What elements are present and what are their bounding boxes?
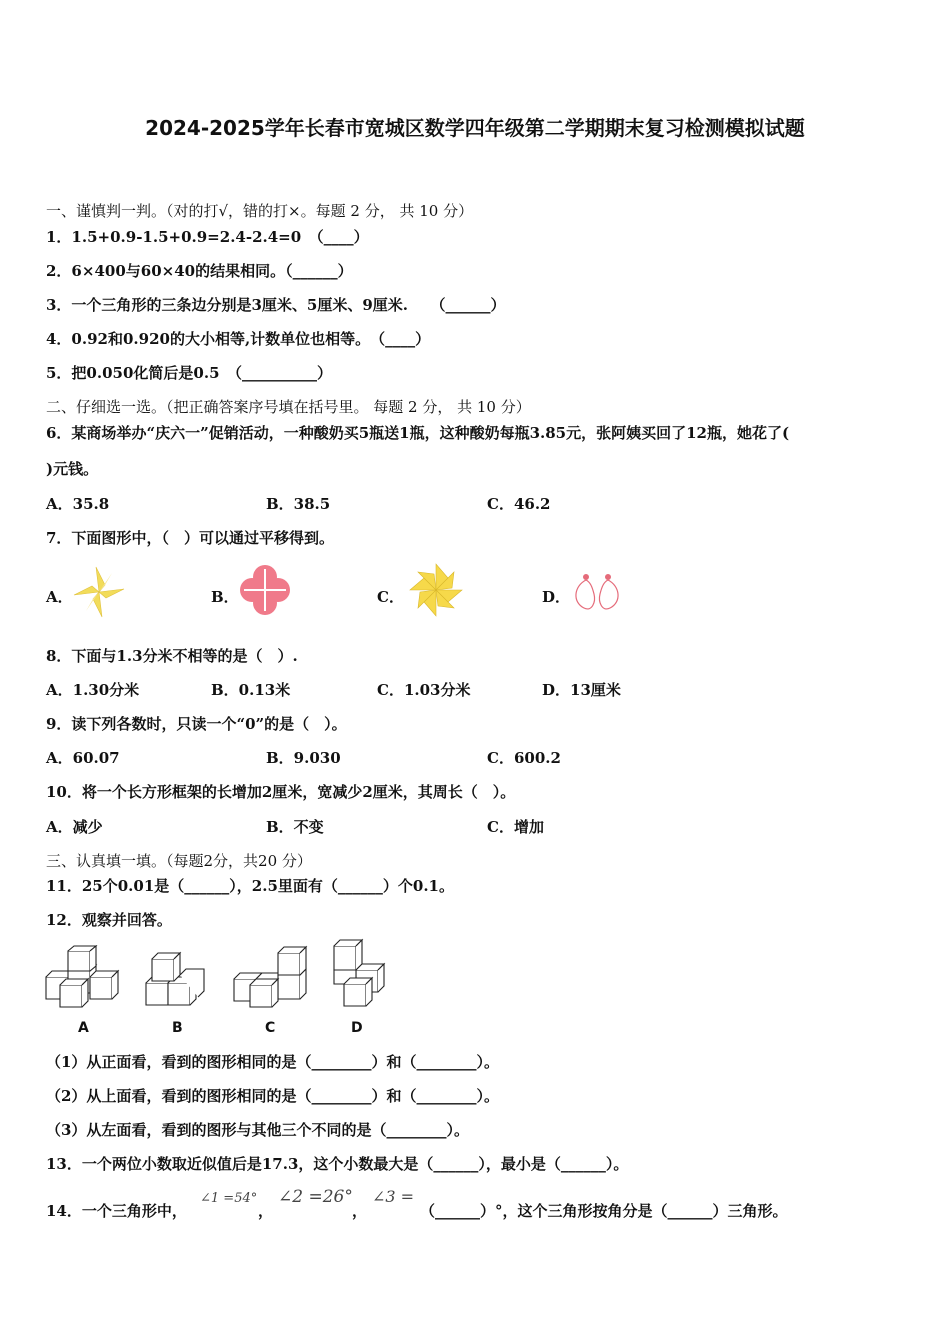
question-5: 5．把0.050化简后是0.5 （__________）	[46, 364, 333, 382]
question-13: 13．一个两位小数取近似值后是17.3，这个小数最大是（______），最小是（______）。	[46, 1155, 629, 1173]
cube-label-b: B	[172, 1020, 183, 1036]
question-12: 12．观察并回答。	[46, 911, 172, 929]
cube-figure-c	[232, 945, 314, 1011]
sun-pinwheel-icon	[408, 562, 464, 618]
question-1: 1．1.5+0.9-1.5+0.9=2.4-2.4=0 （____）	[46, 228, 369, 246]
question-6-line2: )元钱。	[46, 460, 99, 478]
cube-label-d: D	[351, 1020, 363, 1036]
cube-figure-a	[44, 945, 124, 1011]
page-title: 2024-2025学年长春市宽城区数学四年级第二学期期末复习检测模拟试题	[145, 116, 805, 140]
question-12-sub1: （1）从正面看，看到的图形相同的是（________）和（________）。	[46, 1053, 499, 1071]
q8-option-a: A．1.30分米	[46, 681, 140, 699]
q6-option-c: C．46.2	[487, 495, 551, 513]
cube-label-c: C	[265, 1020, 276, 1036]
question-8: 8．下面与1.3分米不相等的是（ ）.	[46, 647, 298, 665]
q7-option-c: C．	[377, 588, 404, 606]
q7-option-d: D．	[542, 588, 571, 606]
angle-3-expression: ∠3 =	[372, 1187, 415, 1206]
cube-label-a: A	[78, 1020, 89, 1036]
q9-option-b: B．9.030	[266, 749, 341, 767]
question-9: 9．读下列各数时，只读一个“0”的是（ ）。	[46, 715, 347, 733]
question-4: 4．0.92和0.920的大小相等,计数单位也相等。 （____）	[46, 330, 431, 348]
angle-2-expression: ∠2 =26°	[278, 1187, 353, 1207]
section2-header: 二、仔细选一选。（把正确答案序号填在括号里。 每题 2 分， 共 10 分）	[46, 398, 531, 416]
section3-header: 三、认真填一填。（每题2分，共20 分）	[46, 852, 312, 870]
pinwheel-icon	[72, 565, 126, 619]
question-2: 2．6×400与60×40的结果相同。（______）	[46, 262, 353, 280]
question-11: 11．25个0.01是（______），2.5里面有（______）个0.1。	[46, 877, 454, 895]
section1-header: 一、谨慎判一判。（对的打√，错的打×。每题 2 分， 共 10 分）	[46, 202, 474, 220]
q6-option-b: B．38.5	[266, 495, 331, 513]
q6-option-a: A．35.8	[46, 495, 110, 513]
q9-option-a: A．60.07	[46, 749, 120, 767]
q9-option-c: C．600.2	[487, 749, 561, 767]
q10-option-b: B．不变	[266, 818, 324, 836]
question-12-sub2: （2）从上面看，看到的图形相同的是（________）和（________）。	[46, 1087, 499, 1105]
cube-figure-d	[330, 938, 392, 1012]
comma-1: ，	[258, 1202, 274, 1220]
q8-option-d: D．13厘米	[542, 681, 621, 699]
comma-2: ，	[352, 1202, 368, 1220]
hearts-icon	[570, 572, 626, 614]
q10-option-a: A．减少	[46, 818, 103, 836]
question-3: 3．一个三角形的三条边分别是3厘米、5厘米、9厘米. （______）	[46, 296, 506, 314]
angle-1-expression: ∠1 =54°	[200, 1191, 258, 1206]
question-10: 10．将一个长方形框架的长增加2厘米，宽减少2厘米，其周长（ ）。	[46, 783, 516, 801]
q7-option-b: B．	[211, 588, 239, 606]
q7-option-a: A．	[46, 588, 73, 606]
q8-option-c: C．1.03分米	[377, 681, 471, 699]
question-14-suffix: （______）°，这个三角形按角分是（______）三角形。	[420, 1202, 788, 1220]
flower-icon	[238, 563, 292, 617]
question-6-line1: 6．某商场举办“庆六一”促销活动，一种酸奶买5瓶送1瓶，这种酸奶每瓶3.85元，张阿姨买回了12瓶，她花了(	[46, 424, 790, 442]
question-12-sub3: （3）从左面看，看到的图形与其他三个不同的是（________）。	[46, 1121, 469, 1139]
question-7: 7．下面图形中，（ ）可以通过平移得到。	[46, 529, 334, 547]
question-14-prefix: 14．一个三角形中，	[46, 1202, 187, 1220]
cube-figure-b	[144, 945, 210, 1011]
q8-option-b: B．0.13米	[211, 681, 291, 699]
q10-option-c: C．增加	[487, 818, 544, 836]
